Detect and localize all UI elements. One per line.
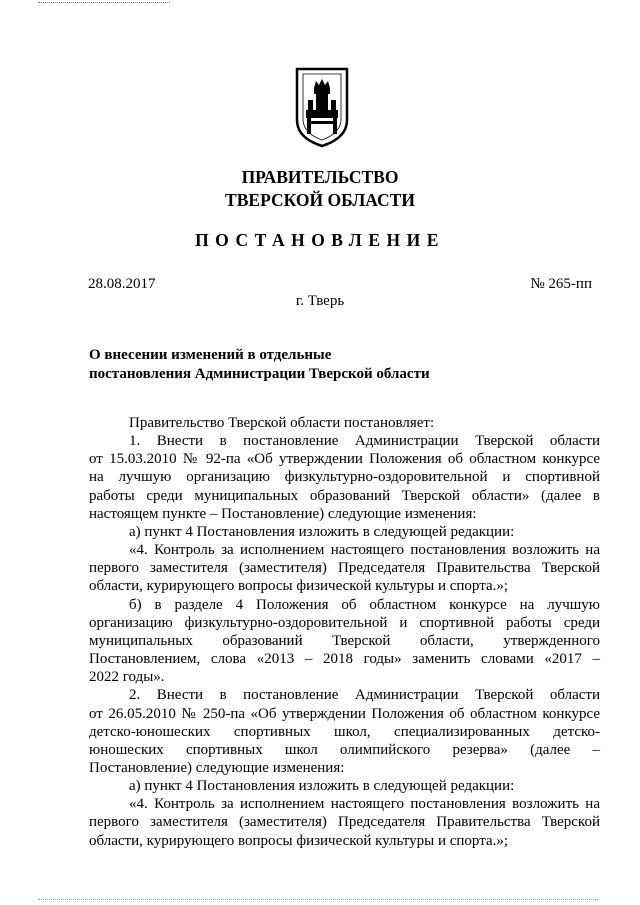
body-line: организацию физкультурно-оздоровительной и спортивной работы среди <box>89 614 600 631</box>
document-body <box>89 414 600 850</box>
government-name-line1: ПРАВИТЕЛЬСТВО <box>241 167 399 187</box>
government-name <box>0 166 640 212</box>
body-line: области, курирующего вопросы физической культуры и спорта.»; <box>89 832 509 849</box>
document-number: № 265-пп <box>530 276 592 292</box>
body-line: настоящем пункте – Постановление) следующие изменения: <box>89 505 477 522</box>
body-line: детско-юношеских спортивных школ, специализированных детско- <box>89 723 600 740</box>
body-line: работы среди муниципальных образований Тверской области» (далее в <box>89 487 600 504</box>
body-line: от 26.05.2010 № 250-па «Об утверждении Положения об областном конкурсе <box>89 705 600 722</box>
body-line: муниципальных образований Тверской области, утвержденного <box>89 632 600 649</box>
body-line: области, курирующего вопросы физической культуры и спорта.»; <box>89 578 509 595</box>
body-line: 2022 годы». <box>89 669 165 686</box>
scan-edge-top <box>38 2 170 3</box>
body-line: первого заместителя (заместителя) Председателя Правительства Тверской <box>89 560 600 577</box>
document-type: ПОСТАНОВЛЕНИЕ <box>195 230 445 250</box>
scan-edge-bottom <box>38 899 598 900</box>
body-line: юношеских спортивных школ олимпийского резерва» (далее – <box>89 741 600 758</box>
body-line: «4. Контроль за исполнением настоящего постановления возложить на <box>129 542 600 559</box>
body-line: от 15.03.2010 № 92-па «Об утверждении Положения об областном конкурсе <box>89 451 600 468</box>
body-line: на лучшую организацию физкультурно-оздоровительной и спортивной <box>89 469 600 486</box>
body-line: первого заместителя (заместителя) Председателя Правительства Тверской <box>89 814 600 831</box>
body-line: Правительство Тверской области постановляет: <box>129 415 435 431</box>
document-city: г. Тверь <box>295 293 345 309</box>
document-title-line2: постановления Администрации Тверской области <box>89 366 430 382</box>
body-line: Постановление) следующие изменения: <box>89 759 345 776</box>
body-line: «4. Контроль за исполнением настоящего постановления возложить на <box>129 796 600 813</box>
body-line: а) пункт 4 Постановления изложить в следующей редакции: <box>129 523 515 540</box>
document-date: 28.08.2017 <box>88 276 156 292</box>
document-title-line1: О внесении изменений в отдельные <box>89 347 332 363</box>
body-line: б) в разделе 4 Положения об областном конкурсе на лучшую <box>129 596 600 613</box>
body-line: 2. Внести в постановление Администрации Тверской области <box>129 687 600 704</box>
body-line: а) пункт 4 Постановления изложить в следующей редакции: <box>129 778 515 795</box>
body-line: Постановлением, слова «2013 – 2018 годы» заменить словами «2017 – <box>89 651 600 668</box>
tver-coat-of-arms-icon <box>294 66 350 148</box>
government-name-line2: ТВЕРСКОЙ ОБЛАСТИ <box>225 190 415 210</box>
body-line: 1. Внести в постановление Администрации Тверской области <box>129 433 600 450</box>
document-title <box>89 346 430 384</box>
